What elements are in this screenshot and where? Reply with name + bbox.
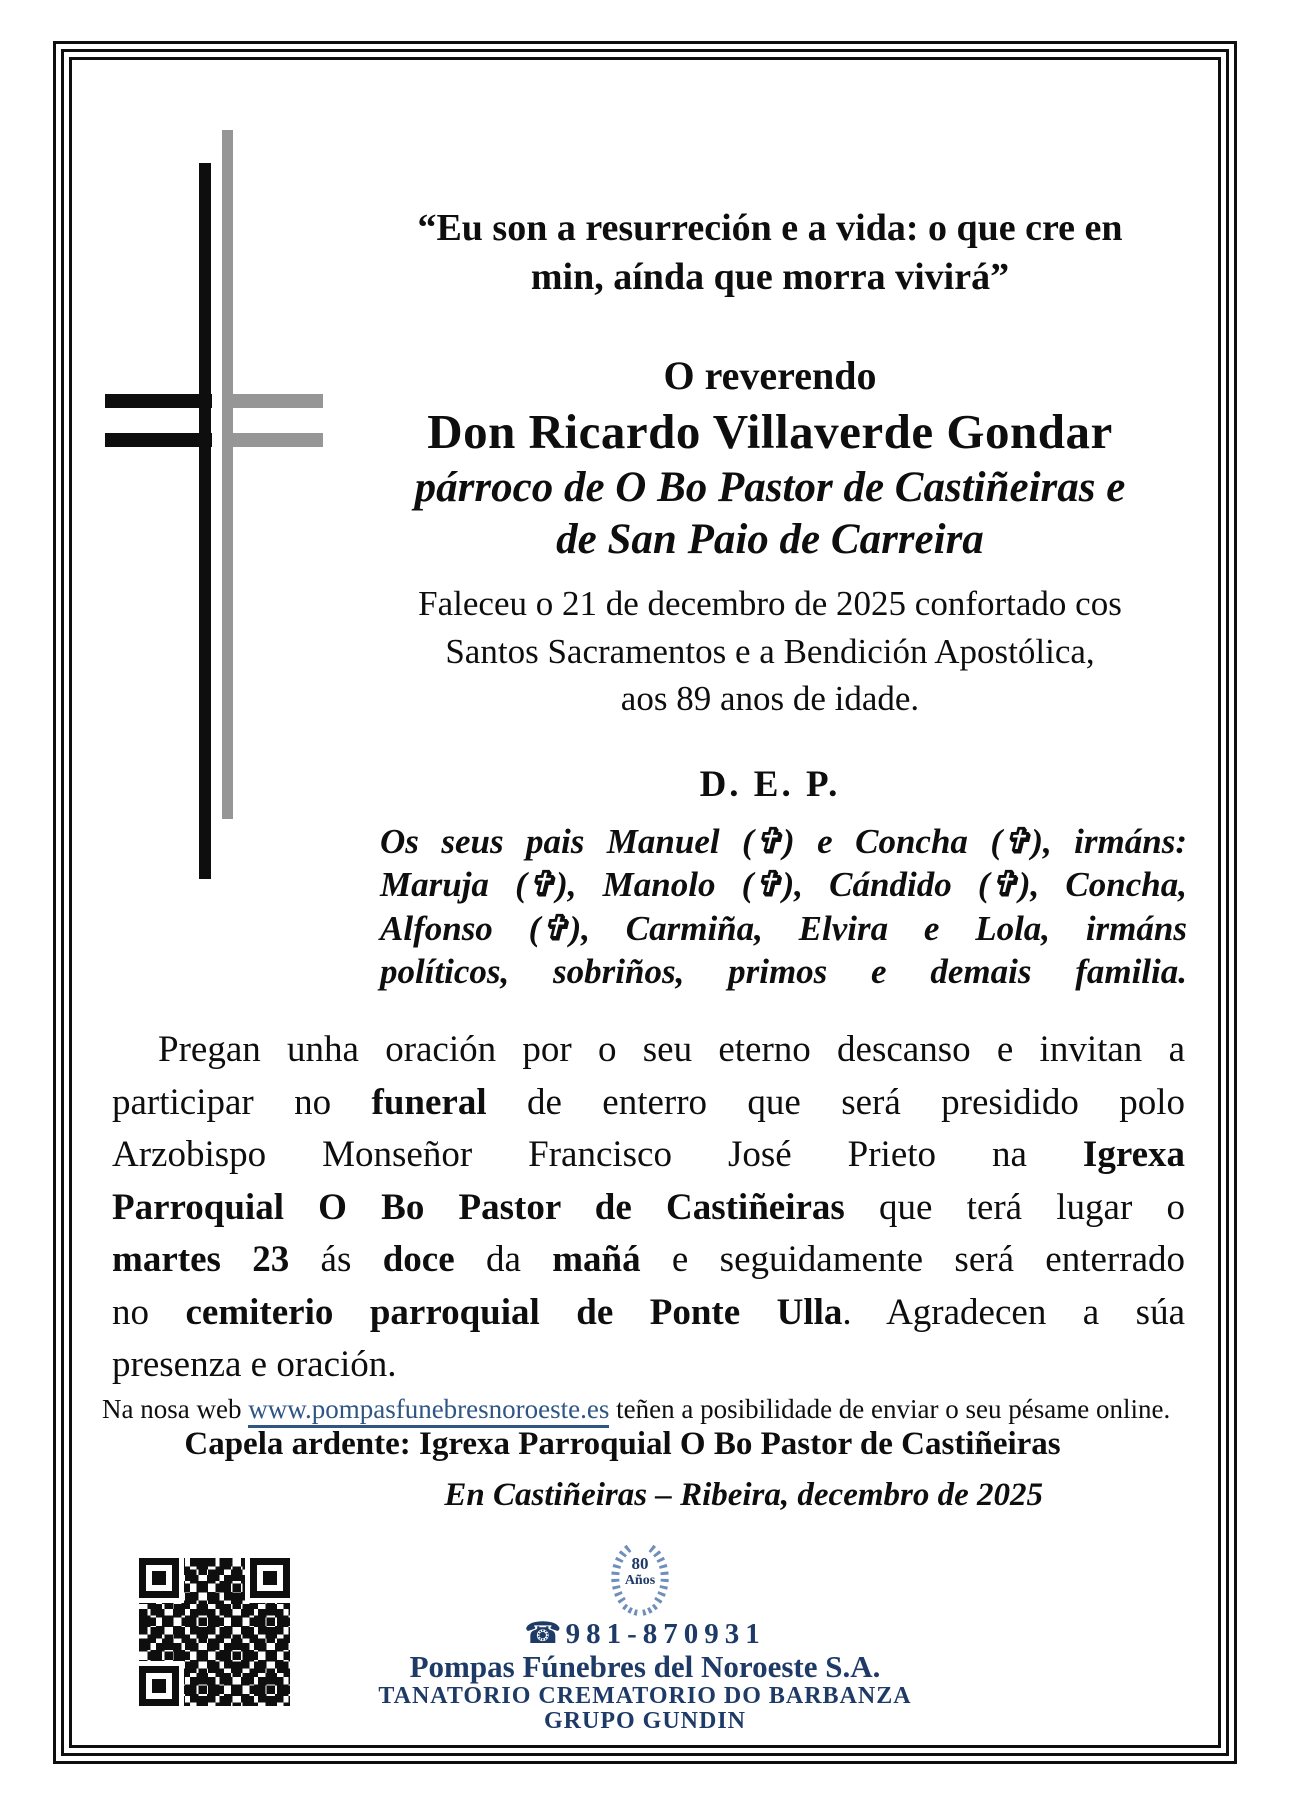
anniversary-years: 80: [631, 1554, 649, 1573]
family-paragraph: [380, 820, 1187, 994]
phone-number: 981-870931: [565, 1618, 766, 1650]
phone-row: [53, 1616, 1237, 1651]
qr-finder-top-right: [250, 1558, 290, 1598]
online-condolence-line: Na nosa web www.pompasfunebresnoroeste.es teñen a posibilidade de enviar o seu pésame online.: [102, 1394, 1187, 1425]
qr-finder-top-left: [139, 1558, 179, 1598]
cross-gray-upper-arm: [222, 394, 323, 408]
anniversary-label: Años: [624, 1573, 656, 1588]
deceased-name: Don Ricardo Villaverde Gondar: [427, 404, 1113, 459]
pesame-link[interactable]: www.pompasfunebresnoroeste.es: [248, 1394, 609, 1428]
family-line: Os seus pais Manuel (✞) e Concha (✞), irmáns:: [380, 822, 1187, 861]
death-line-1: Faleceu o 21 de decembro de 2025 confortado cos: [418, 584, 1122, 623]
scripture-quote: [355, 204, 1185, 301]
death-line-2: Santos Sacramentos e a Bendición Apostólica,: [445, 631, 1095, 671]
anniversary-badge: [604, 1540, 676, 1618]
deceased-role: [355, 462, 1185, 565]
quote-line-1: “Eu son a resurreción e a vida: o que cre en: [417, 207, 1123, 249]
dep-abbreviation: D. E. P.: [699, 764, 841, 805]
funeral-home-name: Pompas Fúnebres del Noroeste S.A.: [409, 1649, 881, 1684]
funeral-home-group: GRUPO GUNDIN: [544, 1708, 746, 1734]
cross-gray-stem: [222, 130, 233, 819]
quote-line-2: min, aínda que morra vivirá”: [530, 255, 1010, 298]
body-line: Parroquial O Bo Pastor de Castiñeiras que terá lugar o: [112, 1186, 1185, 1228]
role-line-2: de San Paio de Carreira: [556, 515, 984, 563]
death-notice: [355, 580, 1185, 723]
pre-title: O reverendo: [663, 353, 877, 398]
body-line: no cemiterio parroquial de Ponte Ulla. Agradecen a súa: [112, 1291, 1185, 1333]
family-line: Maruja (✞), Manolo (✞), Cándido (✞), Concha,: [380, 865, 1187, 905]
cross-black-upper-arm: [105, 394, 212, 408]
cross-gray-lower-arm: [222, 433, 323, 447]
family-line: Alfonso (✞), Carmiña, Elvira e Lola, irmáns: [380, 908, 1187, 948]
cross-black-lower-arm: [105, 433, 212, 447]
phone-icon: ☎: [524, 1616, 562, 1651]
family-line: políticos, sobriños, primos e demais familia.: [380, 952, 1187, 992]
capela-ardente-line: Capela ardente: Igrexa Parroquial O Bo Pastor de Castiñeiras: [184, 1426, 1061, 1462]
body-line: martes 23 ás doce da mañá e seguidamente será enterrado: [112, 1239, 1185, 1281]
funeral-invitation-paragraph: [112, 1024, 1185, 1392]
body-line: Pregan unha oración por o seu eterno descanso e invitan a: [158, 1029, 1185, 1070]
cross-black-stem: [199, 163, 211, 879]
death-line-3: aos 89 anos de idade.: [620, 679, 920, 719]
body-line: participar no funeral de enterro que será presidido polo: [112, 1081, 1185, 1123]
body-line: presenza e oración.: [112, 1344, 397, 1386]
place-date-line: En Castiñeiras – Ribeira, decembro de 2025: [444, 1477, 1043, 1513]
role-line-1: párroco de O Bo Pastor de Castiñeiras e: [414, 464, 1126, 511]
body-line: Arzobispo Monseñor Francisco José Prieto na Igrexa: [112, 1134, 1185, 1176]
funeral-home-facility: TANATORIO CREMATORIO DO BARBANZA: [378, 1683, 912, 1709]
